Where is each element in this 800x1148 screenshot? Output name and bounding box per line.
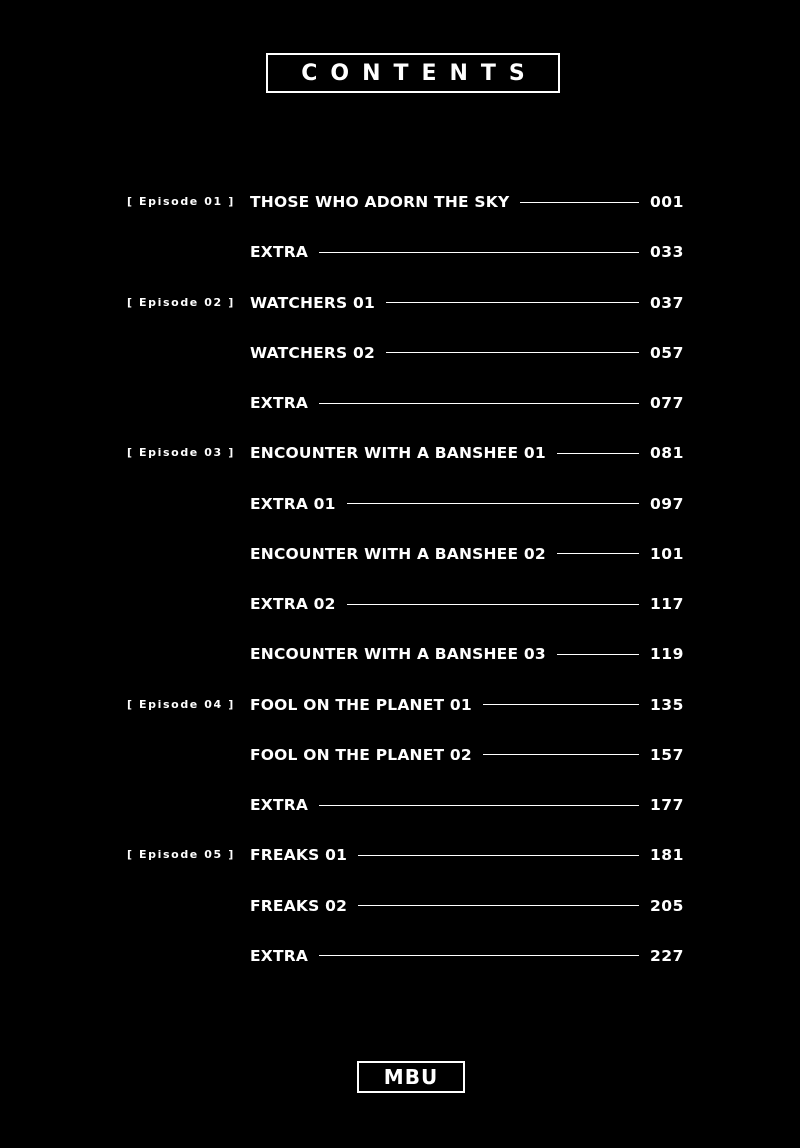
- page-number: 037: [650, 293, 684, 312]
- chapter-line: [250, 489, 690, 519]
- toc-entry: [0, 740, 800, 790]
- page-number: 001: [650, 193, 684, 211]
- chapter-title: EXTRA: [250, 946, 309, 965]
- toc-entry: [0, 489, 800, 539]
- leader-line: [347, 503, 639, 504]
- toc-entry: [0, 288, 800, 338]
- page-number: 057: [650, 343, 684, 362]
- toc-entry: [0, 438, 800, 488]
- chapter-title: ENCOUNTER WITH A BANSHEE 03: [250, 645, 546, 664]
- contents-title-box: [266, 53, 560, 93]
- chapter-title: WATCHERS 02: [250, 343, 375, 362]
- chapter-line: [250, 941, 690, 971]
- page-number: 227: [650, 946, 684, 965]
- leader-line: [319, 805, 639, 806]
- page-number: 033: [650, 243, 684, 262]
- leader-line: [483, 704, 639, 705]
- logo-text: MBU: [383, 1065, 439, 1089]
- chapter-title: EXTRA 01: [250, 494, 336, 513]
- chapter-line: [250, 438, 690, 468]
- chapter-title: WATCHERS 01: [250, 293, 375, 312]
- chapter-line: [250, 338, 690, 368]
- episode-label: [ Episode 02 ]: [127, 295, 235, 309]
- chapter-title: THOSE WHO ADORN THE SKY: [250, 193, 510, 211]
- chapter-line: [250, 187, 690, 217]
- episode-label: [ Episode 03 ]: [127, 446, 235, 460]
- leader-line: [319, 955, 639, 956]
- chapter-line: [250, 589, 690, 619]
- page-number: 177: [650, 796, 684, 814]
- page-number: 117: [650, 595, 684, 613]
- leader-line: [347, 604, 639, 605]
- page-number: 157: [650, 745, 684, 764]
- chapter-line: [250, 790, 690, 820]
- chapter-line: [250, 288, 690, 318]
- chapter-line: [250, 891, 690, 921]
- page-number: 077: [650, 394, 684, 412]
- chapter-title: FOOL ON THE PLANET 02: [250, 745, 472, 764]
- toc-entry: [0, 639, 800, 689]
- page-number: 181: [650, 846, 684, 865]
- toc-entry: [0, 941, 800, 991]
- chapter-line: [250, 539, 690, 569]
- leader-line: [483, 754, 639, 755]
- toc-entry: [0, 539, 800, 589]
- toc-entry: [0, 840, 800, 890]
- toc-entry: [0, 790, 800, 840]
- toc-entry: [0, 891, 800, 941]
- toc-entry: [0, 237, 800, 287]
- toc-entry: [0, 187, 800, 237]
- leader-line: [319, 403, 639, 404]
- chapter-title: FOOL ON THE PLANET 01: [250, 695, 472, 714]
- page-title: CONTENTS: [301, 60, 538, 86]
- leader-line: [520, 202, 639, 203]
- page-number: 101: [650, 544, 684, 563]
- page-number: 081: [650, 444, 684, 463]
- chapter-line: [250, 388, 690, 418]
- chapter-title: FREAKS 02: [250, 896, 348, 915]
- chapter-line: [250, 840, 690, 870]
- episode-label: [ Episode 05 ]: [127, 848, 235, 862]
- chapter-line: [250, 237, 690, 267]
- page-number: 135: [650, 695, 684, 714]
- leader-line: [358, 905, 639, 906]
- chapter-line: [250, 740, 690, 770]
- leader-line: [319, 252, 639, 253]
- leader-line: [386, 302, 639, 303]
- toc-entry: [0, 388, 800, 438]
- chapter-title: EXTRA: [250, 796, 309, 814]
- toc-entry: [0, 690, 800, 740]
- chapter-title: ENCOUNTER WITH A BANSHEE 01: [250, 444, 546, 463]
- chapter-title: EXTRA 02: [250, 595, 336, 613]
- chapter-title: ENCOUNTER WITH A BANSHEE 02: [250, 544, 546, 563]
- table-of-contents: [0, 187, 800, 991]
- leader-line: [386, 352, 639, 353]
- leader-line: [557, 453, 639, 454]
- chapter-title: FREAKS 01: [250, 846, 348, 865]
- page-number: 119: [650, 645, 684, 664]
- leader-line: [358, 855, 639, 856]
- publisher-logo: [357, 1061, 465, 1093]
- chapter-title: EXTRA: [250, 243, 309, 262]
- episode-label: [ Episode 01 ]: [127, 195, 235, 208]
- toc-entry: [0, 338, 800, 388]
- chapter-title: EXTRA: [250, 394, 309, 412]
- page-number: 097: [650, 494, 684, 513]
- toc-entry: [0, 589, 800, 639]
- leader-line: [557, 553, 639, 554]
- chapter-line: [250, 639, 690, 669]
- chapter-line: [250, 690, 690, 720]
- leader-line: [557, 654, 639, 655]
- episode-label: [ Episode 04 ]: [127, 697, 235, 711]
- page-number: 205: [650, 896, 684, 915]
